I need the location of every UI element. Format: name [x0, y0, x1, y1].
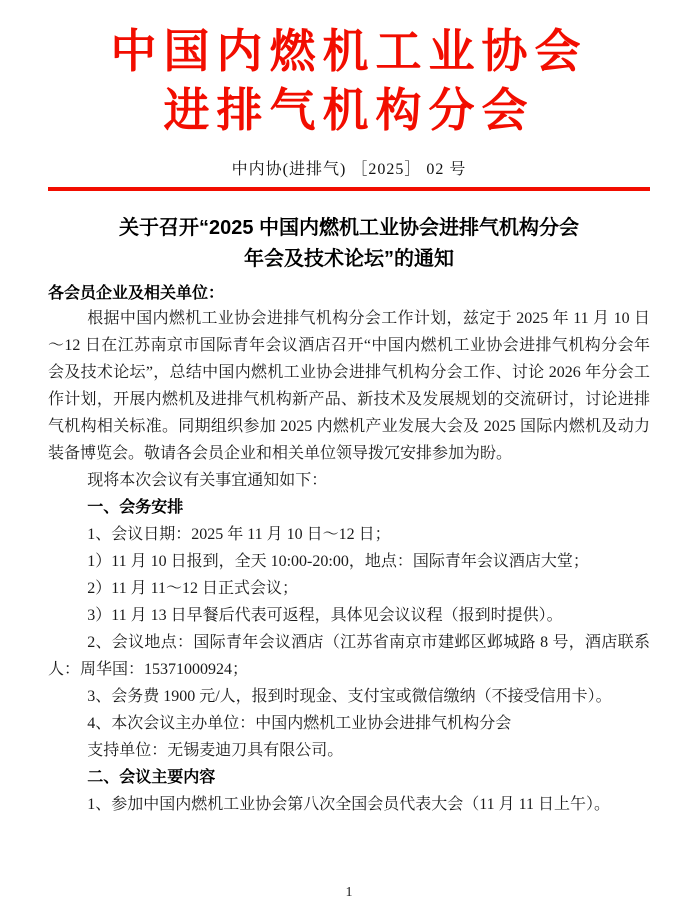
paragraph-intro: 根据中国内燃机工业协会进排气机构分会工作计划，兹定于 2025 年 11 月 10 日～12 日在江苏南京市国际青年会议酒店召开“中国内燃机工业协会进排气机构分会年会及技术论坛”，总结中国内燃机工业协会进排气机构分会工作、讨论 2026 年分会工作计划，开展内燃机及进排气机构新产品、新技术及发展规划的交流研讨，讨论进排气机构相关标准。同期组织参加 2025 内燃机产业发展大会及 2025 国际内燃机及动力装备博览会。敬请各会员企业和相关单位领导拨冗安排参加为盼。: [48, 309, 650, 462]
item-meeting-location: 2、会议地点：国际青年会议酒店（江苏省南京市建邺区邺城路 8 号，酒店联系人：周华国：15371000924；: [48, 633, 650, 678]
section-heading-2: 二、会议主要内容: [87, 768, 216, 786]
item-checkin-info: 1）11 月 10 日报到，全天 10:00-20:00，地点：国际青年会议酒店大堂；: [87, 552, 589, 570]
paragraph-lead-in: 现将本次会议有关事宜通知如下：: [87, 471, 328, 489]
red-divider-line: [48, 187, 650, 191]
notice-title: [48, 213, 650, 275]
item-conference-fee: 3、会务费 1900 元/人，报到时现金、支付宝或微信缴纳（不接受信用卡）。: [87, 687, 612, 705]
org-title-line1: 中国内燃机工业协会: [110, 26, 588, 77]
page-number: 1: [345, 885, 353, 900]
section-heading-1: 一、会务安排: [87, 498, 184, 516]
notice-title-line2: 年会及技术论坛”的通知: [244, 247, 454, 270]
item-formal-meeting: 2）11 月 11～12 日正式会议；: [87, 579, 299, 597]
item-congress-participation: 1、参加中国内燃机工业协会第八次全国会员代表大会（11 月 11 日上午）。: [87, 795, 611, 813]
item-support-organization: 支持单位：无锡麦迪刀具有限公司。: [87, 741, 344, 759]
notice-title-line1: 关于召开“2025 中国内燃机工业协会进排气机构分会: [118, 216, 580, 239]
item-meeting-date: 1、会议日期：2025 年 11 月 10 日～12 日；: [87, 525, 391, 543]
notice-paragraphs: [48, 305, 650, 818]
letterhead: [48, 22, 650, 191]
org-title-line2: 进排气机构分会: [163, 85, 535, 136]
salutation: 各会员企业及相关单位：: [48, 284, 225, 302]
item-host-organization: 4、本次会议主办单位：中国内燃机工业协会进排气机构分会: [87, 714, 512, 732]
notice-body: [48, 213, 650, 818]
item-return-info: 3）11 月 13 日早餐后代表可返程，具体见会议议程（报到时提供）。: [87, 606, 563, 624]
doc-number: 中内协(进排气) ［2025］ 02 号: [231, 161, 467, 178]
